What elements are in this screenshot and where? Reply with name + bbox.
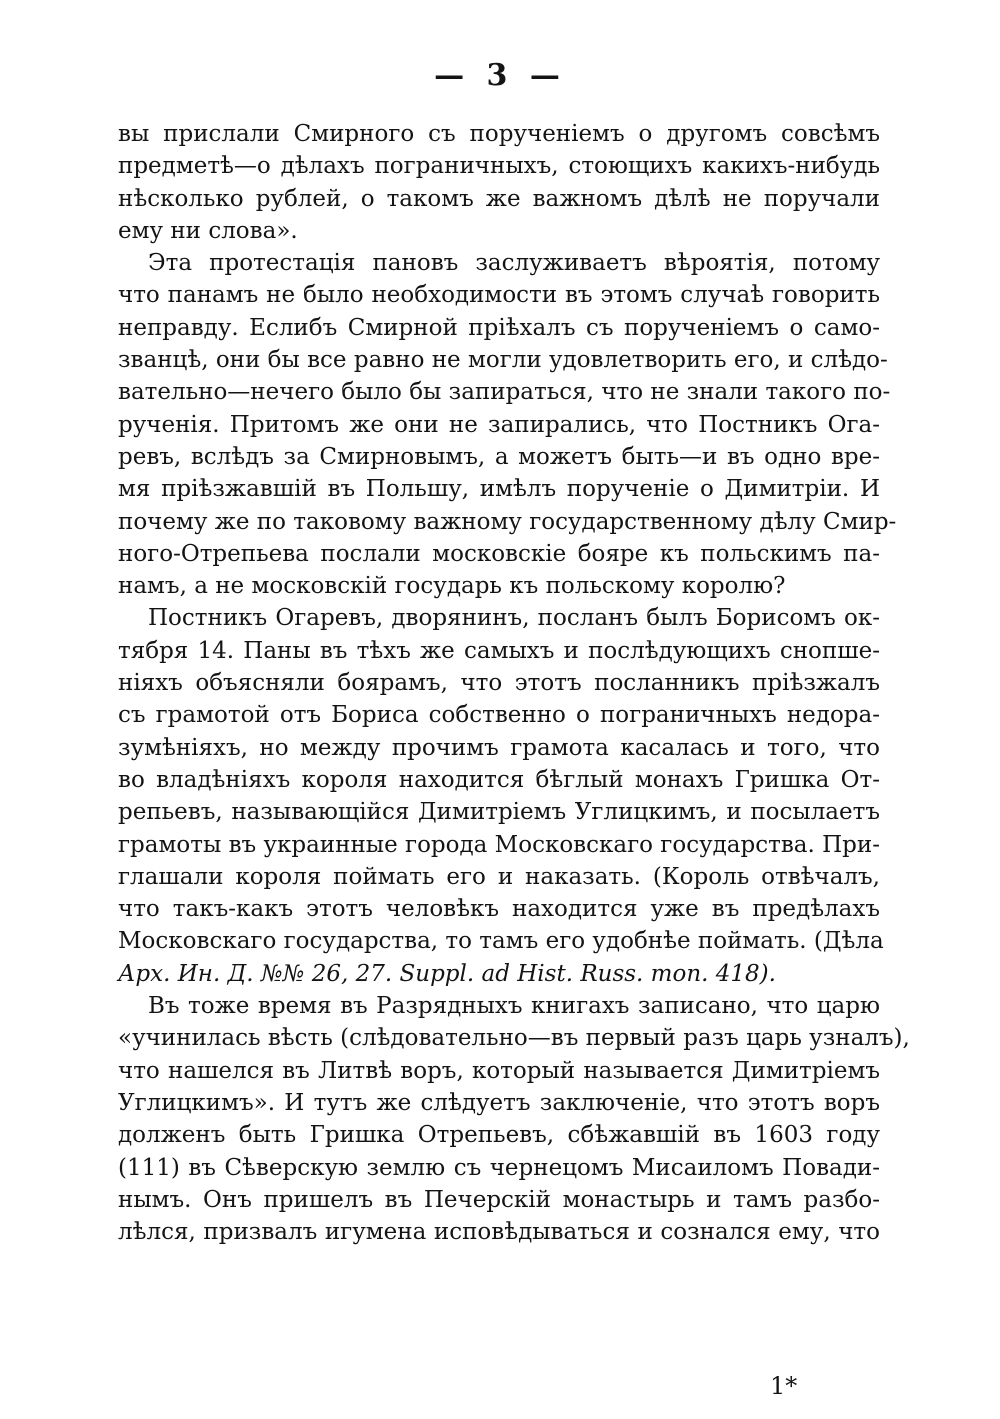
text-line: репьевъ, называющійся Димитріемъ Углицкимъ, и посылаетъ <box>118 799 880 826</box>
text-line: намъ, а не московскій государь къ польскому королю? <box>118 573 786 600</box>
paragraph-start-line: Постникъ Огаревъ, дворянинъ, посланъ былъ Борисомъ ок- <box>148 605 880 632</box>
text-line: долженъ быть Гришка Отрепьевъ, сбѣжавшій въ 1603 году <box>118 1122 880 1149</box>
text-line: что нашелся въ Литвѣ воръ, который называется Димитріемъ <box>118 1057 880 1084</box>
text-line: вательно—нечего было бы запираться, что не знали такого по- <box>118 379 891 406</box>
text-line: съ грамотой отъ Бориса собственно о пограничныхъ недора- <box>118 702 880 729</box>
text-line: во владѣніяхъ короля находится бѣглый монахъ Гришка От- <box>118 766 880 793</box>
text-line: (111) въ Сѣверскую землю съ чернецомъ Мисаиломъ Повади- <box>118 1154 880 1181</box>
text-line: ного-Отрепьева послали московскіе бояре къ польскимъ па- <box>118 540 880 567</box>
text-line: что панамъ не было необходимости въ этомъ случаѣ говорить <box>118 282 880 309</box>
text-line: тября 14. Паны въ тѣхъ же самыхъ и послѣдующихъ снопше- <box>118 637 880 664</box>
text-line: ніяхъ объясняли боярамъ, что этотъ посланникъ пріѣзжалъ <box>118 670 880 697</box>
text-line: ревъ, вслѣдъ за Смирновымъ, а можетъ быть—и въ одно вре- <box>118 443 880 470</box>
text-line: грамоты въ украинные города Московскаго государства. При- <box>118 831 880 858</box>
text-line: ему ни слова». <box>118 217 298 244</box>
text-line: «учинилась вѣсть (слѣдовательно—въ первый разъ царь узналъ), <box>118 1025 910 1052</box>
text-line: рученія. Притомъ же они не запирались, что Постникъ Ога- <box>118 411 880 438</box>
text-line: Углицкимъ». И тутъ же слѣдуетъ заключеніе, что этотъ воръ <box>118 1089 880 1116</box>
text-line: лѣлся, призвалъ игумена исповѣдываться и сознался ему, что <box>118 1219 880 1246</box>
text-line: неправду. Еслибъ Смирной пріѣхалъ съ порученіемъ о само- <box>118 314 880 341</box>
text-line: вы прислали Смирного съ порученіемъ о другомъ совсѣмъ <box>118 121 880 147</box>
text-line: зумѣніяхъ, но между прочимъ грамота касалась и того, что <box>118 734 880 761</box>
paragraph-start-line: Эта протестація пановъ заслуживаетъ вѣроятія, потому <box>148 250 880 277</box>
signature-mark: 1* <box>770 1372 798 1400</box>
text-line: Московскаго государства, то тамъ его удобнѣе поймать. (Дѣла <box>118 928 884 955</box>
text-line: предметѣ—о дѣлахъ пограничныхъ, стоющихъ какихъ-нибудь <box>118 153 880 180</box>
text-line: что такъ-какъ этотъ человѣкъ находится уже въ предѣлахъ <box>118 896 880 923</box>
page-number: — 3 — <box>434 58 566 93</box>
text-line: нымъ. Онъ пришелъ въ Печерскій монастырь и тамъ разбо- <box>118 1186 880 1213</box>
text-line: званцѣ, они бы все равно не могли удовлетворить его, и слѣдо- <box>118 347 888 374</box>
text-line: мя пріѣзжавшій въ Польшу, имѣлъ порученіе о Димитріи. И <box>118 476 880 503</box>
citation-line: Арх. Ин. Д. №№ 26, 27. Suppl. ad Hist. Russ. mon. 418). <box>118 960 776 987</box>
paragraph-start-line: Въ тоже время въ Разрядныхъ книгахъ записано, что царю <box>148 993 880 1020</box>
body-text <box>118 118 910 1248</box>
text-line: почему же по таковому важному государственному дѣлу Смир- <box>118 508 897 535</box>
text-line: нѣсколько рублей, о такомъ же важномъ дѣлѣ не поручали <box>118 185 880 212</box>
text-line: глашали короля поймать его и наказать. (Король отвѣчалъ, <box>118 863 880 890</box>
